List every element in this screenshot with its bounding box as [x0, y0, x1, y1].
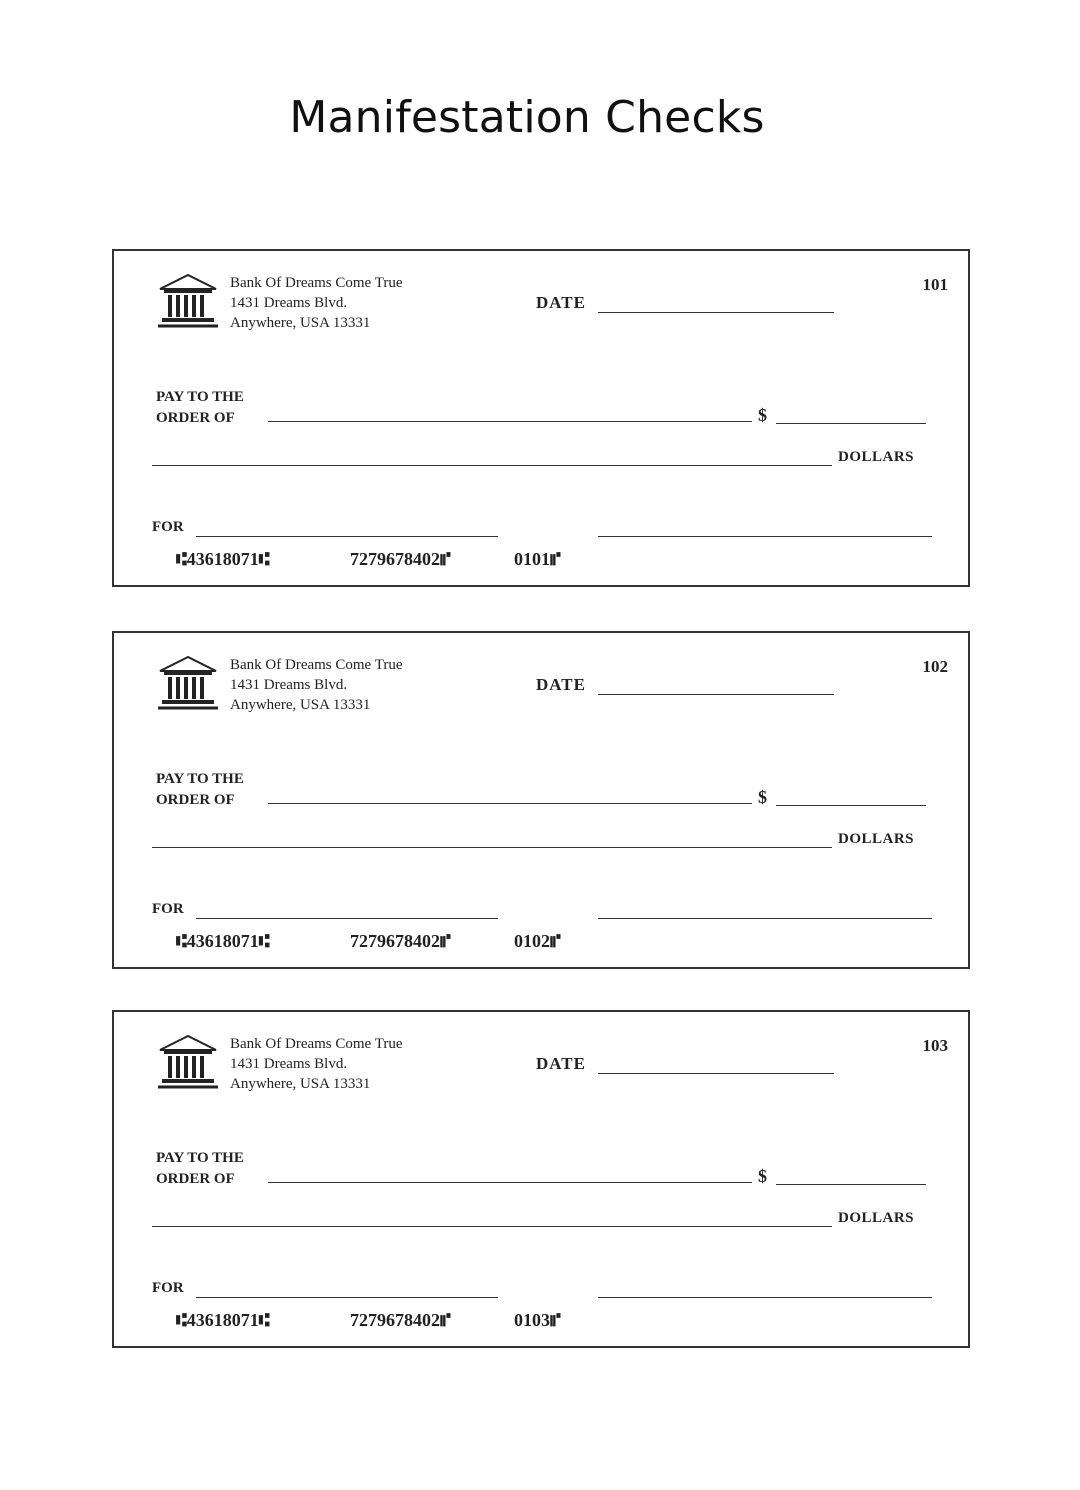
dollars-label: DOLLARS: [838, 449, 915, 465]
date-label: DATE: [536, 293, 586, 312]
dollars-label: DOLLARS: [838, 831, 915, 847]
pay-to-label-line1: PAY TO THE: [156, 389, 244, 405]
bank-name: Bank Of Dreams Come True: [230, 275, 403, 291]
pay-to-label-line1: PAY TO THE: [156, 1150, 244, 1166]
bank-name: Bank Of Dreams Come True: [230, 1036, 403, 1052]
pay-to-label-line1: PAY TO THE: [156, 771, 244, 787]
signature-field[interactable]: [598, 1297, 932, 1298]
serial-number: 0103⑈: [514, 1310, 561, 1330]
amount-field[interactable]: [776, 423, 926, 424]
memo-label: FOR: [152, 519, 184, 535]
routing-number: ⑆43618071⑆: [176, 1310, 270, 1330]
bank-info: [230, 1034, 403, 1094]
amount-words-field[interactable]: [152, 1226, 832, 1227]
bank-address-city: Anywhere, USA 13331: [230, 697, 371, 713]
signature-field[interactable]: [598, 536, 932, 537]
account-number: 7279678402⑈: [350, 1310, 451, 1330]
date-label: DATE: [536, 1054, 586, 1073]
pay-to-label-line2: ORDER OF: [156, 410, 235, 426]
check: [112, 249, 970, 587]
pay-to-label: [156, 387, 244, 429]
date-field[interactable]: [598, 312, 834, 313]
date-label: DATE: [536, 675, 586, 694]
memo-field[interactable]: [196, 1297, 498, 1298]
check-number: 101: [922, 275, 948, 294]
page-title: Manifestation Checks: [289, 92, 765, 143]
memo-field[interactable]: [196, 536, 498, 537]
dollar-sign: $: [758, 1166, 767, 1186]
pay-to-label-line2: ORDER OF: [156, 792, 235, 808]
amount-words-field[interactable]: [152, 465, 832, 466]
routing-number: ⑆43618071⑆: [176, 549, 270, 569]
bank-info: [230, 655, 403, 715]
amount-words-field[interactable]: [152, 847, 832, 848]
bank-building-icon: [156, 1034, 220, 1092]
amount-field[interactable]: [776, 1184, 926, 1185]
dollars-label: DOLLARS: [838, 1210, 915, 1226]
serial-number: 0102⑈: [514, 931, 561, 951]
payee-field[interactable]: [268, 421, 752, 422]
dollar-sign: $: [758, 787, 767, 807]
check-number: 103: [922, 1036, 948, 1055]
pay-to-label: [156, 769, 244, 811]
date-field[interactable]: [598, 694, 834, 695]
bank-building-icon: [156, 273, 220, 331]
bank-address-city: Anywhere, USA 13331: [230, 315, 371, 331]
account-number: 7279678402⑈: [350, 931, 451, 951]
payee-field[interactable]: [268, 803, 752, 804]
bank-info: [230, 273, 403, 333]
serial-number: 0101⑈: [514, 549, 561, 569]
memo-field[interactable]: [196, 918, 498, 919]
bank-address-street: 1431 Dreams Blvd.: [230, 677, 348, 693]
bank-address-street: 1431 Dreams Blvd.: [230, 295, 348, 311]
pay-to-label-line2: ORDER OF: [156, 1171, 235, 1187]
bank-address-city: Anywhere, USA 13331: [230, 1076, 371, 1092]
bank-building-icon: [156, 655, 220, 713]
bank-address-street: 1431 Dreams Blvd.: [230, 1056, 348, 1072]
payee-field[interactable]: [268, 1182, 752, 1183]
check: [112, 631, 970, 969]
account-number: 7279678402⑈: [350, 549, 451, 569]
check: [112, 1010, 970, 1348]
signature-field[interactable]: [598, 918, 932, 919]
pay-to-label: [156, 1148, 244, 1190]
amount-field[interactable]: [776, 805, 926, 806]
memo-label: FOR: [152, 901, 184, 917]
routing-number: ⑆43618071⑆: [176, 931, 270, 951]
memo-label: FOR: [152, 1280, 184, 1296]
check-number: 102: [922, 657, 948, 676]
dollar-sign: $: [758, 405, 767, 425]
bank-name: Bank Of Dreams Come True: [230, 657, 403, 673]
date-field[interactable]: [598, 1073, 834, 1074]
